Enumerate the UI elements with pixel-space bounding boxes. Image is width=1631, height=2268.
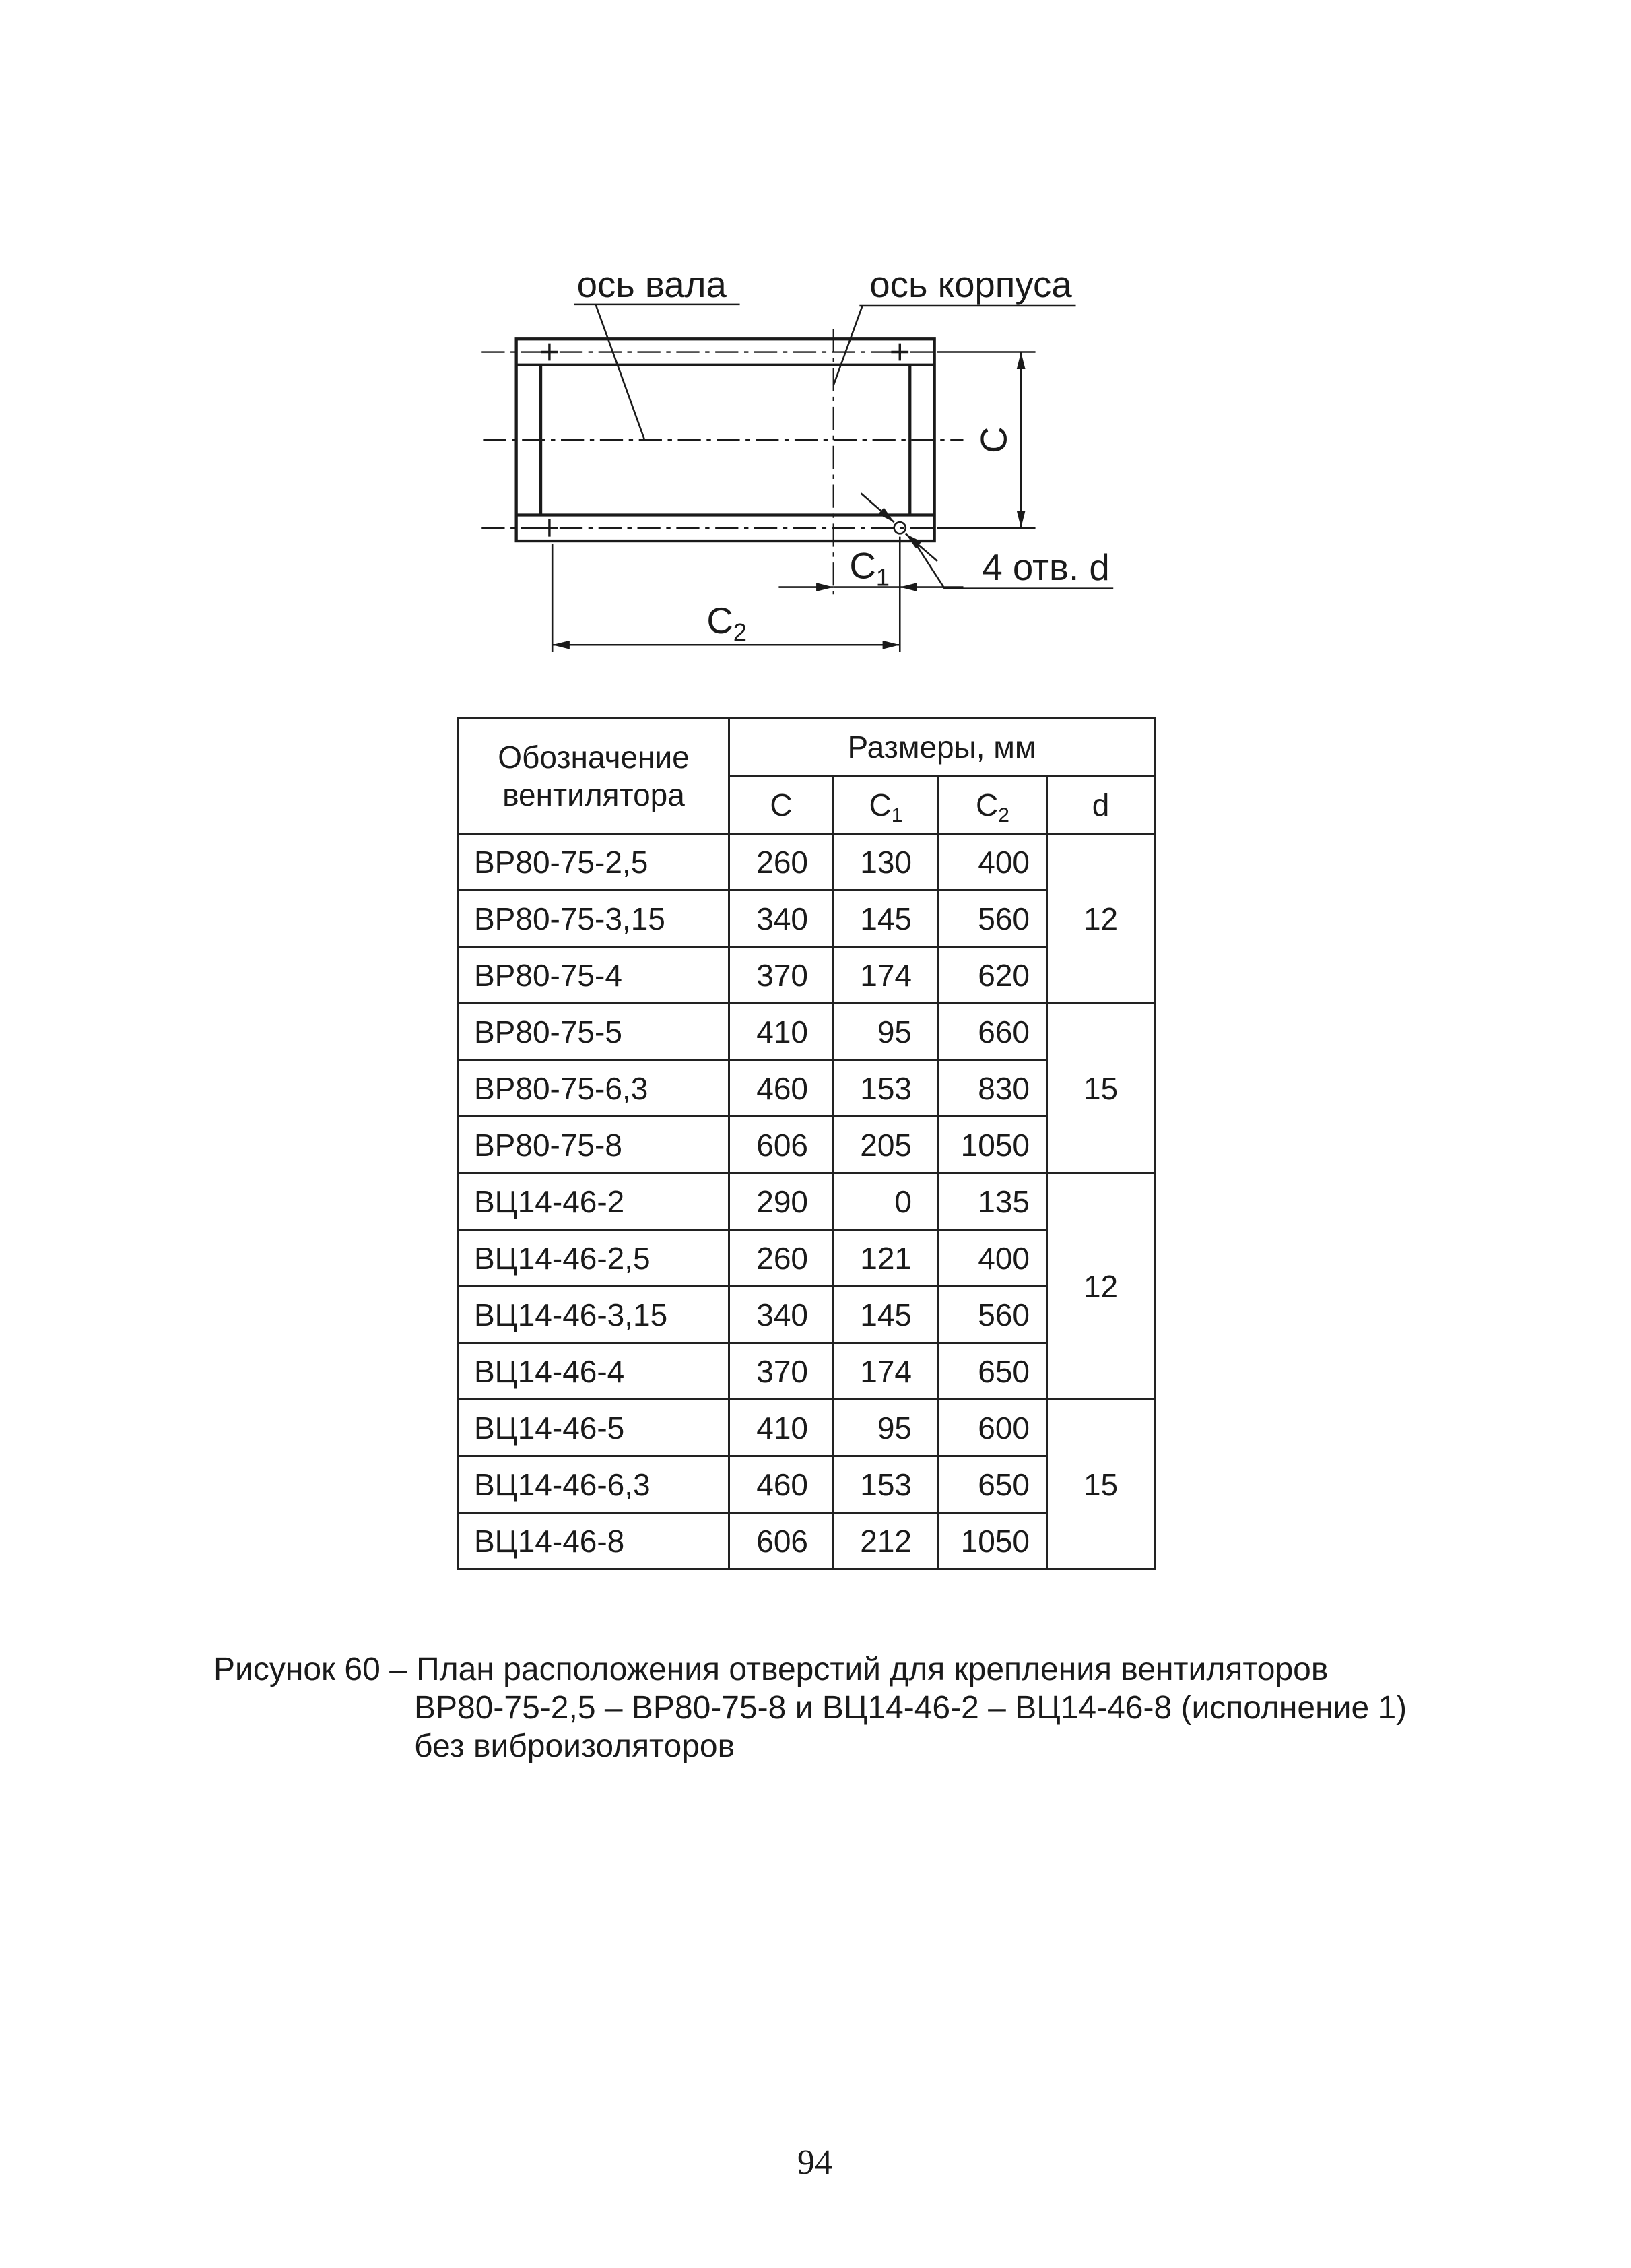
body-axis-callout	[834, 264, 1076, 385]
designation-cell: ВЦ14-46-2,5	[459, 1230, 729, 1287]
header-c: C	[729, 776, 834, 834]
c1-cell: 145	[834, 1287, 939, 1343]
c2-cell: 620	[939, 947, 1047, 1004]
c1-cell: 205	[834, 1117, 939, 1173]
d-cell: 15	[1047, 1400, 1155, 1569]
designation-cell: ВР80-75-3,15	[459, 890, 729, 947]
c1-cell: 145	[834, 890, 939, 947]
c1-cell: 174	[834, 1343, 939, 1400]
c-cell: 260	[729, 1230, 834, 1287]
dimension-c2	[552, 544, 900, 652]
fan-dimensions-table	[457, 717, 1156, 1570]
caption-line: Рисунок 60 – План расположения отверстий для крепления вентиляторов	[213, 1652, 1329, 1687]
c2-cell: 400	[939, 1230, 1047, 1287]
dimension-label-c2: C2	[706, 600, 747, 646]
c-cell: 370	[729, 947, 834, 1004]
header-designation-line: Обозначение	[498, 739, 690, 775]
c-cell: 460	[729, 1456, 834, 1513]
c2-cell: 135	[939, 1173, 1047, 1230]
c2-cell: 660	[939, 1004, 1047, 1060]
c-cell: 410	[729, 1004, 834, 1060]
page-number: 94	[797, 2143, 832, 2182]
hole-marks	[541, 344, 1113, 589]
designation-cell: ВЦ14-46-3,15	[459, 1287, 729, 1343]
hole-cross-mark	[541, 519, 558, 537]
c1-cell: 153	[834, 1060, 939, 1117]
c2-cell: 650	[939, 1456, 1047, 1513]
designation-cell: ВЦ14-46-8	[459, 1513, 729, 1569]
header-designation-line: вентилятора	[502, 777, 685, 812]
table-row	[459, 1004, 1155, 1060]
header-dimensions: Размеры, мм	[729, 718, 1155, 776]
c-cell: 460	[729, 1060, 834, 1117]
c2-cell: 1050	[939, 1117, 1047, 1173]
c1-cell: 212	[834, 1513, 939, 1569]
c2-cell: 600	[939, 1400, 1047, 1456]
c-cell: 340	[729, 1287, 834, 1343]
c2-cell: 400	[939, 834, 1047, 890]
c-cell: 410	[729, 1400, 834, 1456]
designation-cell: ВР80-75-2,5	[459, 834, 729, 890]
designation-cell: ВР80-75-4	[459, 947, 729, 1004]
c2-cell: 650	[939, 1343, 1047, 1400]
center-lines	[481, 329, 963, 594]
c1-cell: 121	[834, 1230, 939, 1287]
c2-cell: 830	[939, 1060, 1047, 1117]
c-cell: 340	[729, 890, 834, 947]
c1-cell: 95	[834, 1400, 939, 1456]
header-c1: $C_1$	[834, 776, 939, 834]
dimension-label-c: C	[973, 426, 1015, 453]
mounting-holes-drawing	[0, 0, 1631, 707]
c1-cell: 95	[834, 1004, 939, 1060]
hole-diameter-arrow	[861, 493, 894, 522]
d-cell: 12	[1047, 834, 1155, 1004]
body-axis-label: ось корпуса	[869, 264, 1072, 306]
c2-cell: 560	[939, 1287, 1047, 1343]
c-cell: 290	[729, 1173, 834, 1230]
d-cell: 15	[1047, 1004, 1155, 1173]
holes-label: 4 отв. d	[982, 546, 1110, 588]
header-designation	[459, 718, 729, 834]
table-row	[459, 834, 1155, 890]
hole-cross-mark	[541, 344, 558, 361]
d-cell: 12	[1047, 1173, 1155, 1400]
designation-cell: ВЦ14-46-4	[459, 1343, 729, 1400]
hole-diameter-arrow	[906, 533, 937, 561]
shaft-axis-leader	[595, 304, 644, 440]
dimension-label-c1: C1	[849, 545, 890, 591]
c2-cell: 1050	[939, 1513, 1047, 1569]
shaft-axis-label: ось вала	[576, 264, 727, 306]
c2-cell: 560	[939, 890, 1047, 947]
figure-caption	[213, 1650, 1407, 1765]
c-cell: 370	[729, 1343, 834, 1400]
header-d: d	[1047, 776, 1155, 834]
table-header-row	[459, 718, 1155, 776]
designation-cell: ВЦ14-46-6,3	[459, 1456, 729, 1513]
caption-line: без виброизоляторов	[414, 1728, 735, 1764]
header-c2: $C_2$	[939, 776, 1047, 834]
caption-line: ВР80-75-2,5 – ВР80-75-8 и ВЦ14-46-2 – ВЦ14-46-8 (исполнение 1)	[414, 1690, 1407, 1726]
body-axis-leader	[834, 306, 863, 385]
designation-cell: ВЦ14-46-5	[459, 1400, 729, 1456]
c-cell: 606	[729, 1513, 834, 1569]
c-cell: 260	[729, 834, 834, 890]
designation-cell: ВР80-75-6,3	[459, 1060, 729, 1117]
c1-cell: 0	[834, 1173, 939, 1230]
table-row	[459, 1400, 1155, 1456]
designation-cell: ВР80-75-8	[459, 1117, 729, 1173]
c1-cell: 153	[834, 1456, 939, 1513]
c-cell: 606	[729, 1117, 834, 1173]
c1-cell: 130	[834, 834, 939, 890]
hole-cross-mark	[891, 344, 908, 361]
designation-cell: ВЦ14-46-2	[459, 1173, 729, 1230]
designation-cell: ВР80-75-5	[459, 1004, 729, 1060]
c1-cell: 174	[834, 947, 939, 1004]
dimension-c1	[778, 537, 963, 652]
table-row	[459, 1173, 1155, 1230]
